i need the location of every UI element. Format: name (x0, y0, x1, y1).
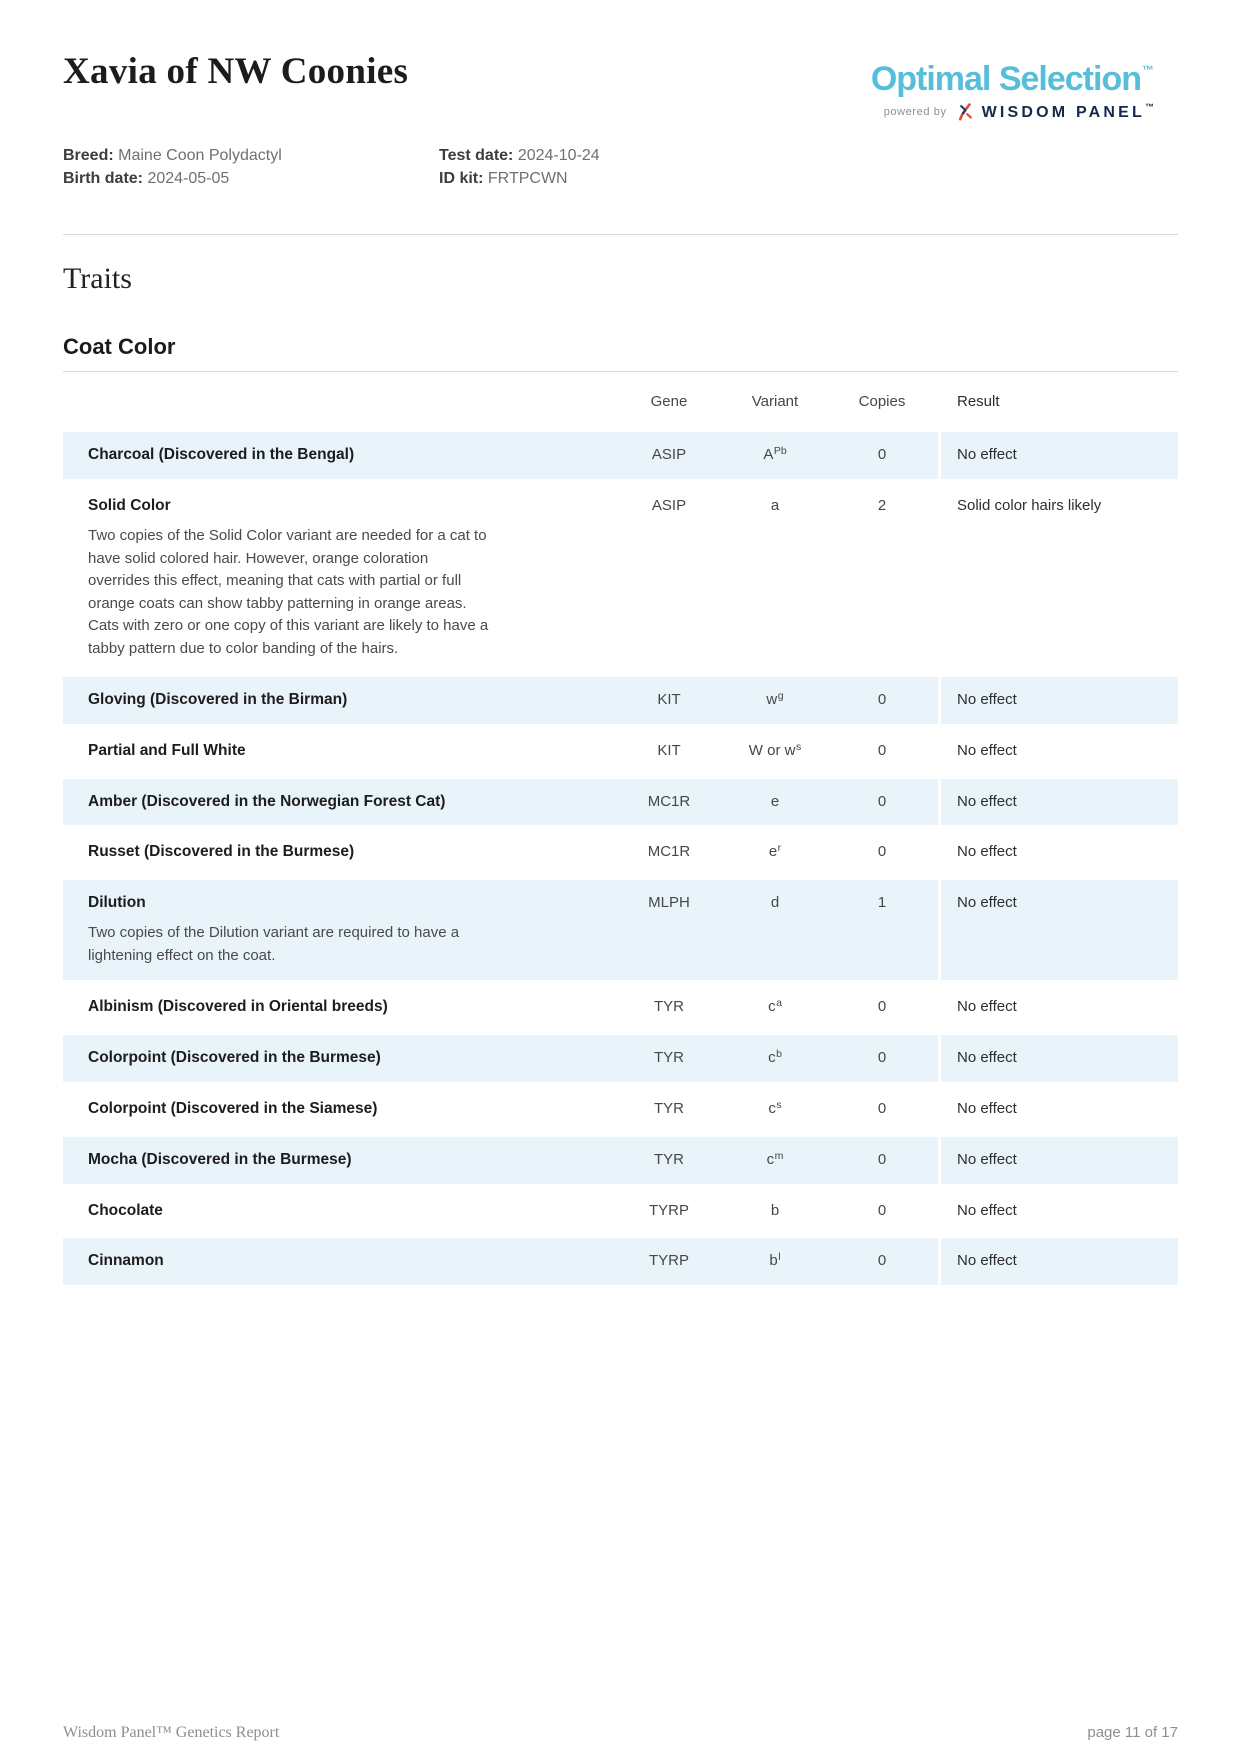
variant-base: w (766, 691, 778, 708)
coat-color-table (63, 392, 1178, 1285)
trait-name: Solid Color (88, 497, 171, 514)
footer-page-number: page 11 of 17 (1087, 1724, 1178, 1741)
gene-value: TYRP (648, 1252, 689, 1269)
report-header (63, 48, 1178, 122)
trait-row (63, 1137, 1178, 1184)
variant-value (724, 432, 826, 479)
variant-value (724, 880, 826, 926)
trait-name: Russet (Discovered in the Burmese) (88, 843, 355, 860)
trait-name-cell (63, 1137, 614, 1183)
copies-value: 0 (877, 1100, 887, 1117)
variant-superscript: l (778, 1251, 781, 1263)
copies-value: 0 (877, 446, 887, 463)
gene-value: TYR (654, 1049, 684, 1066)
trait-row (63, 432, 1178, 479)
variant-value (724, 779, 826, 825)
copies-value: 0 (877, 1252, 887, 1269)
result-value: No effect (938, 1238, 1178, 1285)
variant-superscript: Pb (773, 445, 787, 457)
table-body (63, 432, 1178, 1285)
trait-name-cell (63, 1035, 614, 1081)
trademark-symbol: ™ (1145, 102, 1154, 112)
variant-base: c (766, 1151, 775, 1168)
trait-name: Partial and Full White (88, 742, 246, 759)
trait-name: Chocolate (88, 1202, 163, 1219)
coat-color-subsection-title: Coat Color (63, 334, 176, 359)
traits-section-title: Traits (63, 262, 132, 295)
page-footer (63, 1724, 1178, 1742)
trait-name-cell (63, 779, 614, 825)
variant-base: c (768, 1049, 776, 1066)
variant-base: e (768, 843, 778, 860)
copies-value: 0 (877, 1049, 887, 1066)
trait-name: Amber (Discovered in the Norwegian Forest Cat) (88, 793, 446, 810)
gene-value: KIT (657, 742, 681, 759)
copies-column-header: Copies (858, 393, 906, 410)
test-date-line (439, 144, 600, 167)
trait-name-cell (63, 1086, 614, 1132)
result-value: No effect (938, 1137, 1178, 1184)
variant-superscript: g (777, 690, 784, 702)
variant-superscript: s (776, 1099, 782, 1111)
variant-value (724, 984, 826, 1031)
variant-value (724, 677, 826, 724)
gene-value: TYR (654, 998, 684, 1015)
trait-row (63, 829, 1178, 876)
trait-description: Two copies of the Dilution variant are required to have a lightening effect on the coat. (88, 924, 460, 964)
trait-row (63, 1035, 1178, 1082)
trait-row (63, 728, 1178, 775)
breed-value: Maine Coon Polydactyl (118, 147, 282, 164)
variant-base: a (770, 497, 780, 514)
variant-superscript: b (776, 1048, 782, 1060)
trait-name-cell (63, 728, 614, 774)
trait-row (63, 1188, 1178, 1234)
gene-value: ASIP (651, 446, 687, 463)
trait-row (63, 1238, 1178, 1285)
variant-base: d (770, 894, 780, 911)
table-divider (63, 371, 1178, 372)
trait-name-cell (63, 1188, 614, 1234)
variant-base: c (768, 998, 776, 1015)
trait-row (63, 779, 1178, 825)
variant-superscript: r (777, 842, 782, 854)
trait-name: Gloving (Discovered in the Birman) (88, 691, 348, 708)
result-value: No effect (938, 984, 1178, 1031)
optimal-selection-logo: Optimal Selection™ (870, 60, 1154, 98)
trait-name-cell (63, 677, 614, 723)
gene-value: TYR (654, 1151, 684, 1168)
variant-value (724, 1035, 826, 1082)
trait-name-cell (63, 432, 614, 478)
id-kit-line (439, 167, 600, 190)
trait-row (63, 483, 1178, 673)
copies-value: 0 (877, 1202, 887, 1219)
birth-date-line (63, 167, 439, 190)
copies-value: 0 (877, 998, 887, 1015)
table-header-row (63, 392, 1178, 412)
variant-base: W or w (748, 742, 796, 759)
pet-meta (63, 144, 1178, 190)
trait-row (63, 984, 1178, 1031)
variant-value (724, 1086, 826, 1133)
wisdom-panel-wordmark: WISDOM PANEL™ (981, 102, 1154, 121)
variant-value (724, 1188, 826, 1234)
result-value: No effect (938, 1035, 1178, 1082)
variant-superscript: s (795, 741, 802, 753)
copies-value: 2 (877, 497, 887, 514)
result-value: No effect (938, 1188, 1178, 1234)
trait-name-cell (63, 880, 614, 980)
gene-value: MC1R (647, 793, 691, 810)
result-value: No effect (938, 779, 1178, 825)
trait-name: Charcoal (Discovered in the Bengal) (88, 446, 355, 463)
trait-name-cell (63, 984, 614, 1030)
trait-name: Colorpoint (Discovered in the Siamese) (88, 1100, 378, 1117)
id-kit-label: ID kit: (439, 170, 484, 187)
variant-base: c (768, 1100, 776, 1117)
variant-value (724, 829, 826, 876)
copies-value: 0 (877, 843, 887, 860)
birth-date-label: Birth date: (63, 170, 143, 187)
id-kit-value: FRTPCWN (487, 170, 568, 187)
trait-name: Albinism (Discovered in Oriental breeds) (88, 998, 388, 1015)
variant-column-header: Variant (751, 393, 799, 410)
result-value: No effect (938, 1086, 1178, 1133)
result-value: No effect (938, 829, 1178, 876)
gene-value: TYR (654, 1100, 684, 1117)
trait-row (63, 880, 1178, 980)
gene-value: KIT (657, 691, 681, 708)
copies-value: 1 (877, 894, 887, 911)
copies-value: 0 (877, 691, 887, 708)
variant-value (724, 483, 826, 529)
section-divider (63, 234, 1178, 235)
trait-name: Cinnamon (88, 1252, 164, 1269)
birth-date-value: 2024-05-05 (147, 170, 230, 187)
copies-value: 0 (877, 793, 887, 810)
result-value: Solid color hairs likely (938, 483, 1178, 673)
brand-logo (871, 50, 1154, 122)
variant-base: b (770, 1202, 780, 1219)
variant-superscript: a (776, 997, 782, 1009)
wisdom-panel-dna-icon (957, 103, 975, 121)
powered-by-label: powered by (883, 106, 947, 118)
variant-value (724, 728, 826, 775)
trademark-symbol: ™ (1142, 63, 1154, 77)
test-date-value: 2024-10-24 (517, 147, 600, 164)
trait-description: Two copies of the Solid Color variant are needed for a cat to have solid colored hair. However, orange coloration overrides this effect, meaning that cats with partial or full orange coats can show tabby patterning in orange areas. Cats with zero or one copy of this variant are likely to have a tabby pattern due to color banding of the hairs. (88, 527, 489, 657)
breed-line (63, 144, 439, 167)
breed-label: Breed: (63, 147, 114, 164)
trait-name: Dilution (88, 894, 146, 911)
variant-base: e (770, 793, 780, 810)
gene-value: ASIP (651, 497, 687, 514)
result-value: No effect (938, 880, 1178, 980)
variant-value (724, 1137, 826, 1184)
result-column-header: Result (957, 393, 1000, 410)
page-title: Xavia of NW Coonies (63, 51, 409, 92)
gene-value: TYRP (648, 1202, 689, 1219)
trait-name-cell (63, 1238, 614, 1284)
variant-value (724, 1238, 826, 1285)
result-value: No effect (938, 677, 1178, 724)
trait-name: Mocha (Discovered in the Burmese) (88, 1151, 352, 1168)
trait-name-cell (63, 829, 614, 875)
trait-row (63, 677, 1178, 724)
copies-value: 0 (877, 742, 887, 759)
trait-name: Colorpoint (Discovered in the Burmese) (88, 1049, 381, 1066)
trait-name-cell (63, 483, 614, 673)
result-value: No effect (938, 728, 1178, 775)
variant-base: A (763, 446, 774, 463)
gene-value: MC1R (647, 843, 691, 860)
gene-value: MLPH (648, 894, 690, 911)
footer-report-name: Wisdom Panel™ Genetics Report (63, 1724, 280, 1741)
test-date-label: Test date: (439, 147, 514, 164)
copies-value: 0 (877, 1151, 887, 1168)
result-value: No effect (938, 432, 1178, 479)
variant-superscript: m (774, 1150, 784, 1162)
gene-column-header: Gene (650, 393, 688, 410)
variant-base: b (769, 1252, 778, 1269)
trait-row (63, 1086, 1178, 1133)
